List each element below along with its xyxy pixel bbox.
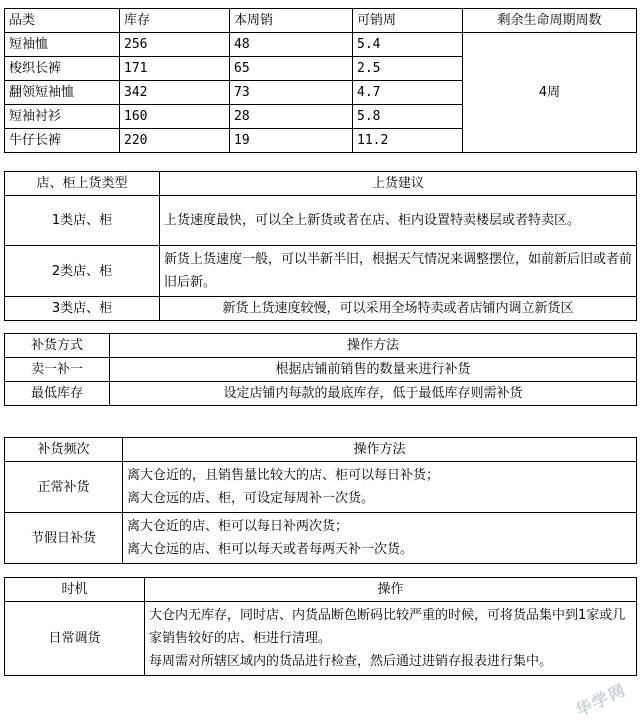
cell-frequency: 正常补货 <box>5 462 123 513</box>
transfer-table <box>4 577 637 676</box>
table-row <box>5 602 637 676</box>
cell-weeks-of-supply: 11.2 <box>353 129 463 153</box>
header-stock: 库存 <box>120 9 230 33</box>
cell-category: 短袖衬衫 <box>5 105 120 129</box>
cell-operation <box>123 513 637 564</box>
header-replenish-method: 补货方式 <box>5 334 110 358</box>
table-row <box>5 462 637 513</box>
cell-stocking-advice: 新货上货速度一般，可以半新半旧，根据天气情况来调整摆位，如前新后旧或者前旧后新。 <box>160 246 637 297</box>
cell-category: 翻领短袖恤 <box>5 81 120 105</box>
cell-weekly-sales: 73 <box>230 81 353 105</box>
cell-category: 短袖恤 <box>5 33 120 57</box>
operation-paragraph: 大仓内无库存，同时店、内货品断色断码比较严重的时候，可将货品集中到1家或几家销售较好的店、柜进行清理。 <box>149 608 626 646</box>
cell-operation: 根据店铺前销售的数量来进行补货 <box>110 358 637 382</box>
cell-operation: 设定店铺内每款的最底库存，低于最低库存则需补货 <box>110 382 637 406</box>
cell-category: 梭织长裤 <box>5 57 120 81</box>
header-frequency: 补货频次 <box>5 438 123 462</box>
replenish-method-table <box>4 333 637 406</box>
cell-remaining-weeks: 4周 <box>463 33 637 153</box>
cell-weeks-of-supply: 2.5 <box>353 57 463 81</box>
table-header-row <box>5 578 637 602</box>
header-stocking-advice: 上货建议 <box>160 172 637 196</box>
watermark: 华学网 <box>572 679 630 720</box>
table-row <box>5 513 637 564</box>
header-remaining-weeks: 剩余生命周期周数 <box>463 9 637 33</box>
table-row <box>5 196 637 246</box>
header-operation: 操作 <box>145 578 637 602</box>
operation-line: 离大仓近的店、柜可以每日补两次货； <box>127 519 349 534</box>
table-row <box>5 382 637 406</box>
store-type-table <box>4 171 637 321</box>
cell-frequency: 节假日补货 <box>5 513 123 564</box>
table-header-row <box>5 9 637 33</box>
cell-store-type: 3类店、柜 <box>5 297 160 321</box>
cell-weekly-sales: 48 <box>230 33 353 57</box>
table-row <box>5 246 637 297</box>
cell-stock: 256 <box>120 33 230 57</box>
table-header-row <box>5 334 637 358</box>
cell-stock: 171 <box>120 57 230 81</box>
cell-weekly-sales: 19 <box>230 129 353 153</box>
header-store-type: 店、柜上货类型 <box>5 172 160 196</box>
cell-stock: 342 <box>120 81 230 105</box>
table-row <box>5 297 637 321</box>
cell-operation <box>145 602 637 676</box>
header-operation: 操作方法 <box>110 334 637 358</box>
table-header-row <box>5 438 637 462</box>
operation-paragraph: 每周需对所辖区域内的货品进行检查，然后通过进销存报表进行集中。 <box>149 654 553 669</box>
cell-weekly-sales: 65 <box>230 57 353 81</box>
table-header-row <box>5 172 637 196</box>
operation-line: 离大仓近的，且销售量比较大的店、柜可以每日补货； <box>127 468 440 483</box>
cell-method: 最低库存 <box>5 382 110 406</box>
header-weeks-of-supply: 可销周 <box>353 9 463 33</box>
cell-timing: 日常调货 <box>5 602 145 676</box>
header-operation: 操作方法 <box>123 438 637 462</box>
operation-line: 离大仓远的店、柜，可设定每周补一次货。 <box>127 491 375 506</box>
header-category: 品类 <box>5 9 120 33</box>
replenish-frequency-table <box>4 437 637 564</box>
cell-category: 牛仔长裤 <box>5 129 120 153</box>
header-weekly-sales: 本周销 <box>230 9 353 33</box>
cell-weeks-of-supply: 4.7 <box>353 81 463 105</box>
inventory-table <box>4 8 637 153</box>
table-row <box>5 33 637 57</box>
cell-store-type: 2类店、柜 <box>5 246 160 297</box>
cell-stocking-advice: 上货速度最快，可以全上新货或者在店、柜内设置特卖楼层或者特卖区。 <box>160 196 637 246</box>
cell-method: 卖一补一 <box>5 358 110 382</box>
table-row <box>5 358 637 382</box>
operation-line: 离大仓远的店、柜可以每天或者每两天补一次货。 <box>127 542 414 557</box>
cell-stocking-advice: 新货上货速度较慢，可以采用全场特卖或者店铺内调立新货区 <box>160 297 637 321</box>
cell-stock: 160 <box>120 105 230 129</box>
cell-operation <box>123 462 637 513</box>
cell-stock: 220 <box>120 129 230 153</box>
cell-weeks-of-supply: 5.8 <box>353 105 463 129</box>
cell-weeks-of-supply: 5.4 <box>353 33 463 57</box>
header-timing: 时机 <box>5 578 145 602</box>
cell-weekly-sales: 28 <box>230 105 353 129</box>
cell-store-type: 1类店、柜 <box>5 196 160 246</box>
